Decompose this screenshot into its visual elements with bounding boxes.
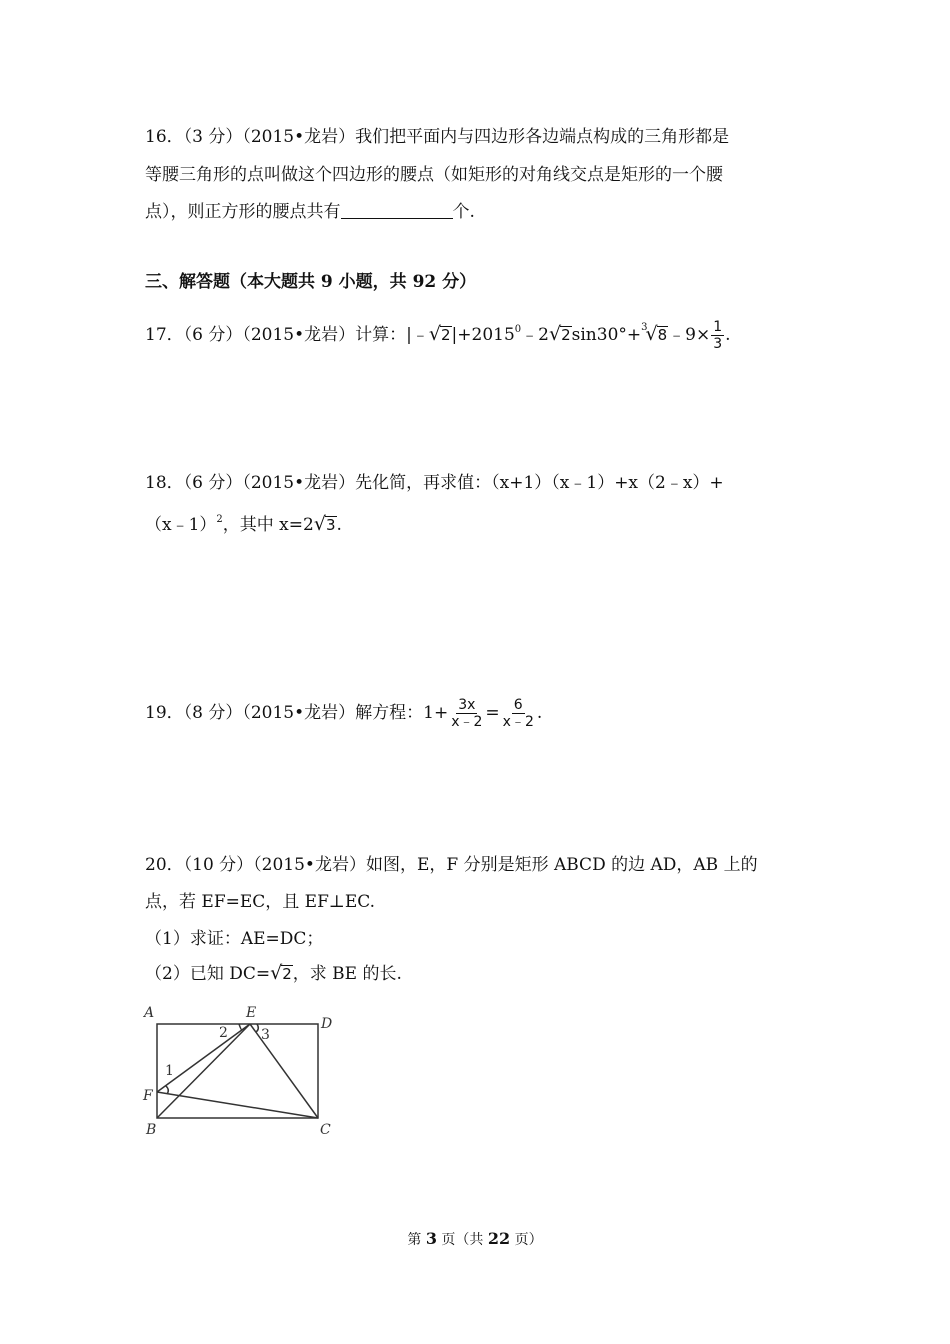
q18-exponent-2: 2 [216,514,223,525]
q17-part-3: ﹣2 [521,325,549,345]
sqrt-sign: √ [428,323,441,345]
q17-prefix: 17．（6 分）（2015•龙岩）计算：|﹣ [145,325,429,345]
rectangle-abcd [157,1024,318,1118]
q17-fraction [711,319,724,352]
label-b: B [146,1122,157,1138]
q19-end: . [536,703,543,723]
sqrt-sign: √ [313,513,326,535]
footer-page-number: 3 [425,1229,437,1248]
q18-line-2-mid: ，其中 x=2 [222,515,314,535]
q20-part-2-post: ，求 BE 的长. [292,964,402,984]
q17-fraction-numerator: 1 [713,319,723,335]
q20-line-2: 点，若 EF=EC，且 EF⊥EC. [145,892,376,912]
footer-total-pages: 22 [487,1229,511,1248]
q18-radicand: 3 [325,516,336,534]
q19-fraction-1 [449,697,484,730]
angle-label-3: 3 [261,1027,270,1043]
q17-radicand-1: 2 [440,326,451,344]
q20-radicand: 2 [282,965,292,983]
q19-fraction-2-denominator: x﹣2 [502,714,534,730]
q19-equals: = [485,703,500,723]
q18-line-1: 18．（6 分）（2015•龙岩）先化简，再求值：（x+1）（x﹣1）+x（2﹣x）+ [145,473,724,493]
footer-pre: 第 [407,1232,426,1248]
q17 [145,316,731,352]
sqrt-sign: √ [548,323,562,345]
angle-mark-3 [256,1024,258,1032]
q17-radicand-3: 8 [657,326,668,344]
q17-radicand-2: 2 [561,326,571,344]
footer-post: 页） [510,1232,543,1248]
label-f: F [143,1088,153,1104]
q20-part-2-pre: （2）已知 DC= [145,964,271,984]
q19-fraction-1-denominator: x﹣2 [451,714,483,730]
segment-fc [157,1092,318,1118]
q19-prefix: 19．（8 分）（2015•龙岩）解方程：1+ [145,703,449,723]
q20-part-1: （1）求证：AE=DC； [145,929,324,949]
q20-part-2 [145,961,402,986]
q20-line-1: 20．（10 分）（2015•龙岩）如图，E，F 分别是矩形 ABCD 的边 AD，AB 上的 [145,855,758,875]
q17-exponent-0: 0 [514,324,522,335]
q18-end: . [336,515,342,535]
section-heading: 三、解答题（本大题共 9 小题，共 92 分） [145,272,477,292]
q18-line-2 [145,508,342,537]
q16-line-3-end: 个. [452,202,475,222]
segment-ef [157,1024,250,1092]
rectangle-figure [140,1000,340,1145]
q16-line-3 [145,200,475,224]
q19-fraction-2-numerator: 6 [513,697,523,713]
answer-blank [341,202,453,219]
q17-part-4: sin30°+ [571,325,642,345]
footer-mid: 页（共 [436,1232,488,1248]
sqrt-sign: √ [270,962,283,984]
q19 [145,697,542,730]
q17-fraction-denominator: 3 [713,336,723,352]
label-c: C [320,1122,331,1138]
q19-fraction-2 [501,697,536,730]
angle-label-1: 1 [165,1063,174,1079]
page-footer [0,1229,950,1250]
q17-root-index: 3 [641,322,648,333]
q17-part-5: ﹣9× [668,325,711,345]
angle-label-2: 2 [219,1025,228,1041]
q17-end: . [725,325,731,345]
angle-mark-2 [239,1024,242,1030]
label-e: E [246,1005,257,1021]
q16-line-1: 16．（3 分）（2015•龙岩）我们把平面内与四边形各边端点构成的三角形都是 [145,127,730,147]
q16-line-2: 等腰三角形的点叫做这个四边形的腰点（如矩形的对角线交点是矩形的一个腰 [145,165,723,185]
q16-line-3-text: 点），则正方形的腰点共有 [145,202,341,222]
label-d: D [321,1016,333,1032]
q19-fraction-1-numerator: 3x [458,697,476,713]
label-a: A [144,1005,155,1021]
q17-part-2: |+2015 [451,325,515,345]
cbrt-sign: √ [645,323,658,345]
q18-line-2-pre: （x﹣1） [145,515,217,535]
